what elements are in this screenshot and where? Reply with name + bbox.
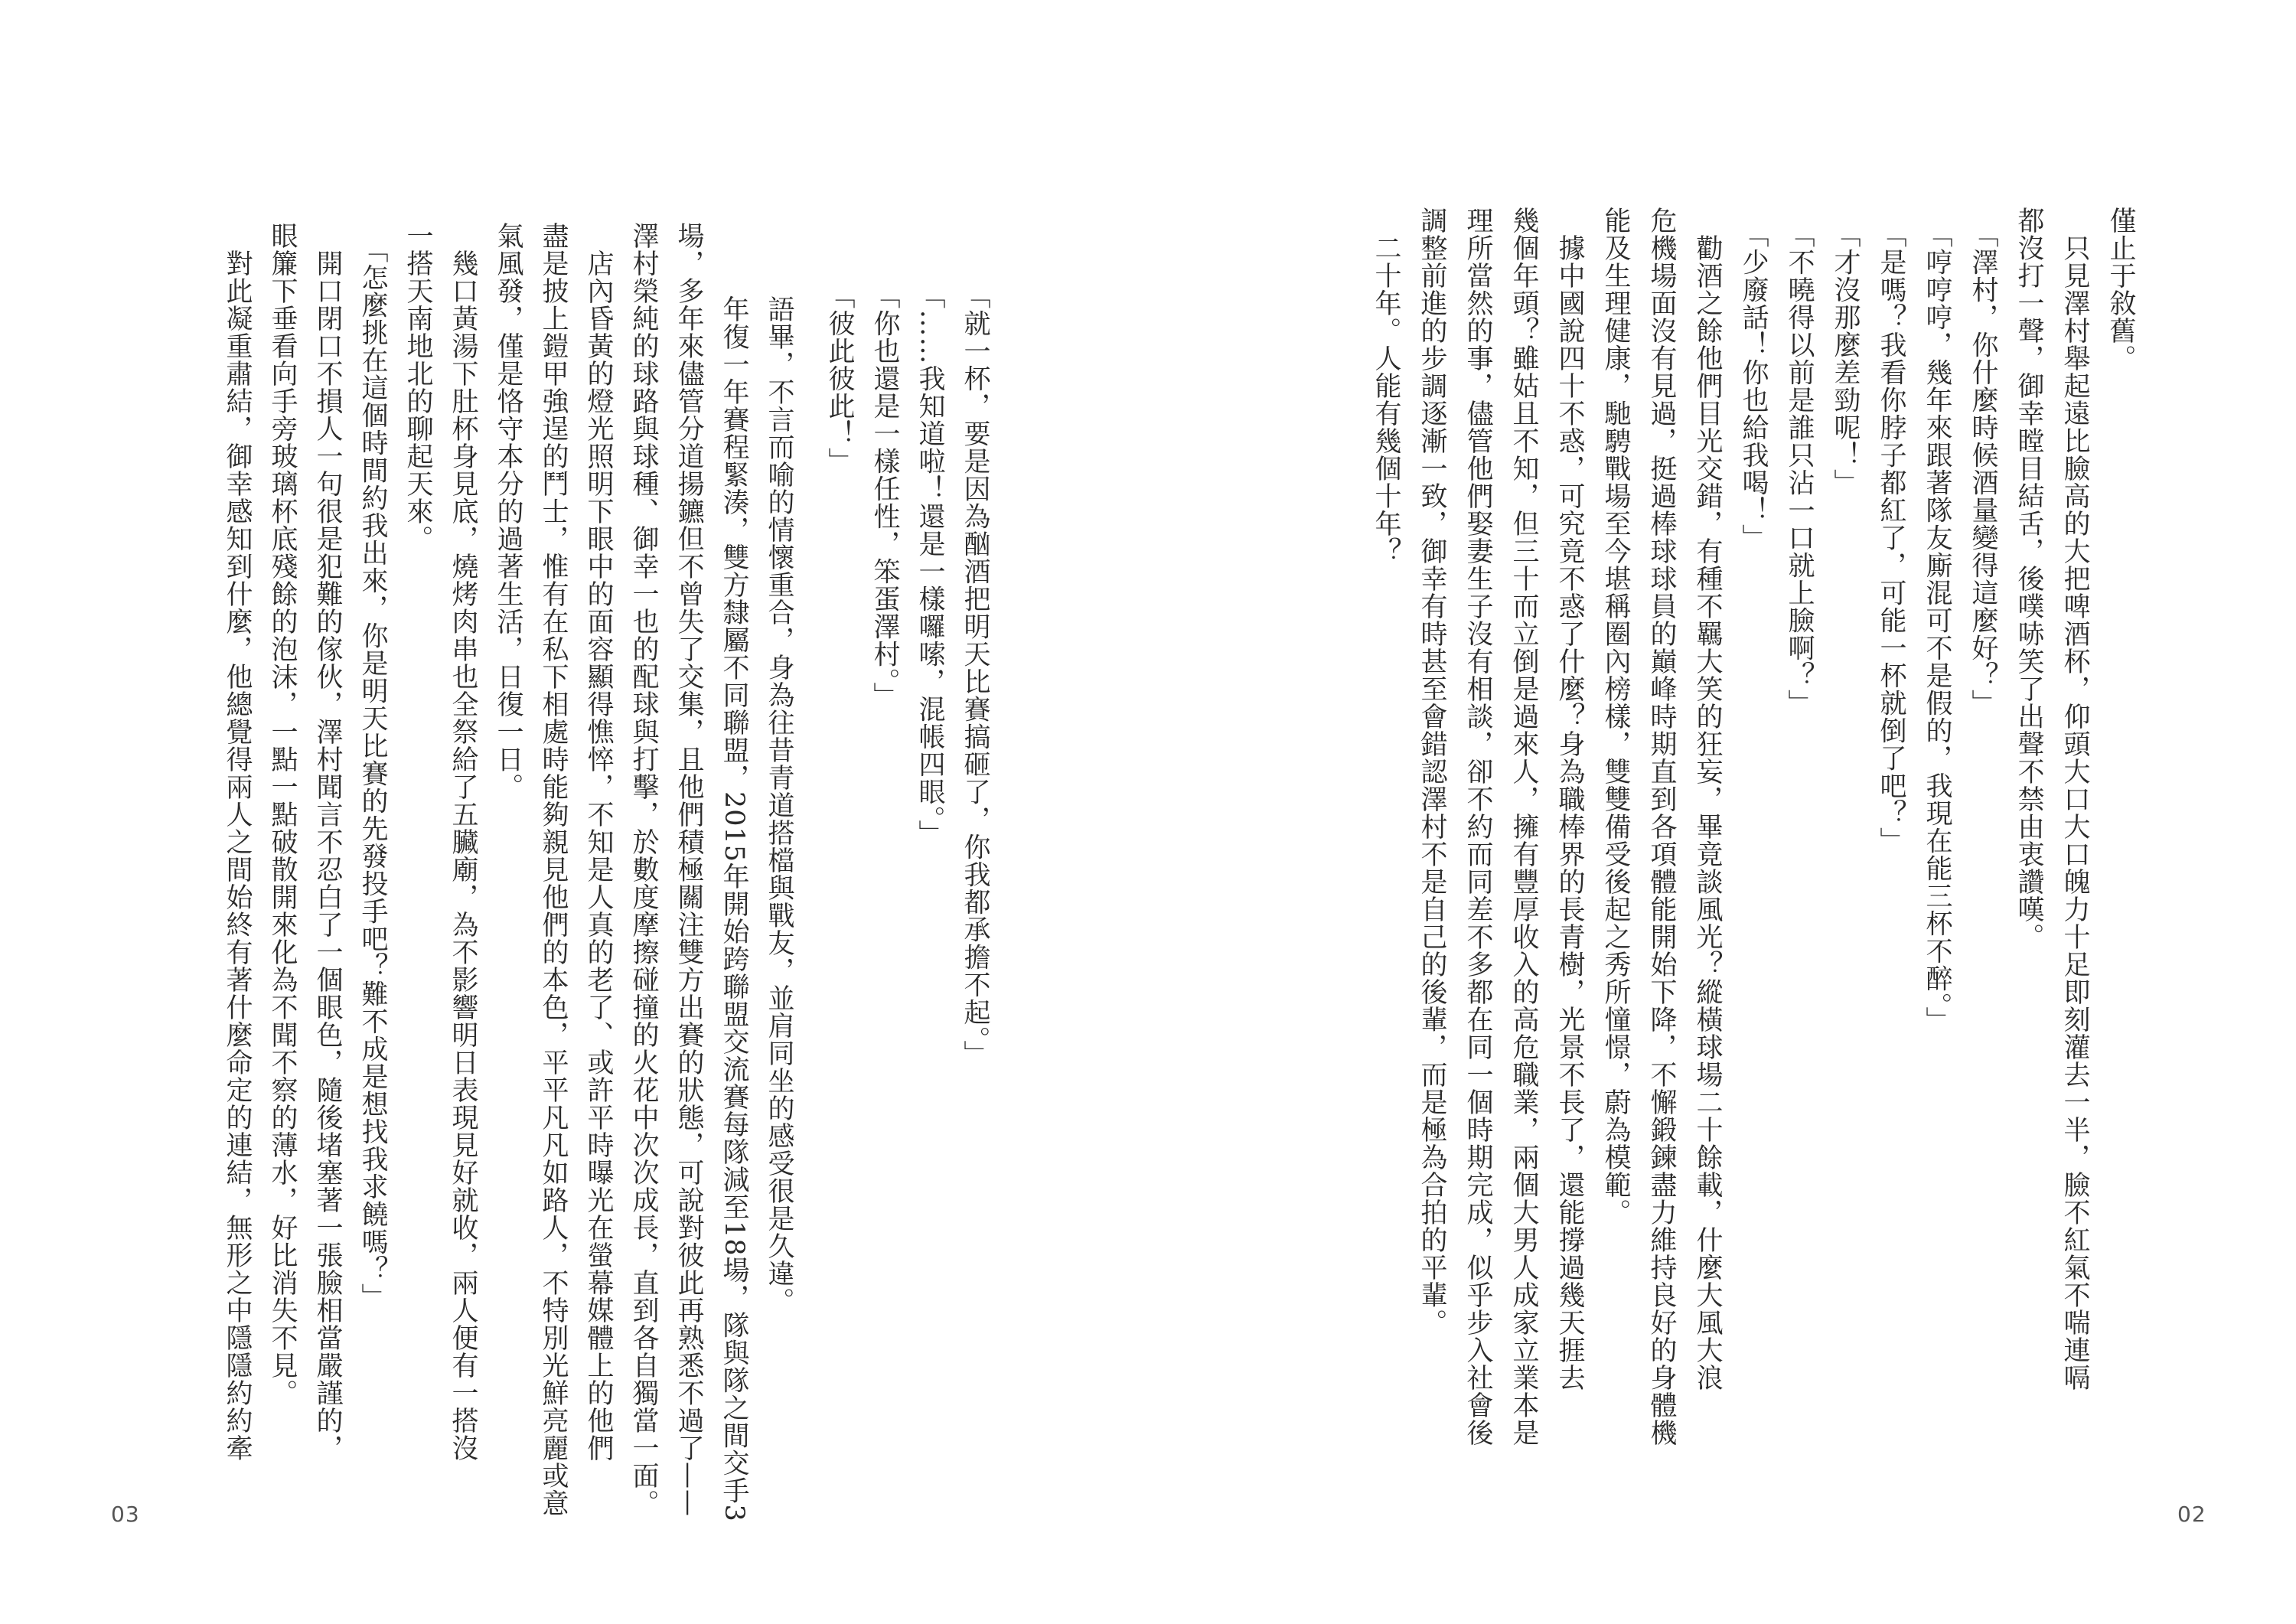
text-column: 「哼哼哼，幾年來跟著隊友廝混可不是假的，我現在能三杯不醉。」 [1922, 207, 1952, 1034]
text-column: 對此凝重肅結，御幸感知到什麼，他總覺得兩人之間始終有著什麼命定的連結，無形之中隱隱約約牽 [222, 222, 253, 1462]
text-column: 幾口黃湯下肚杯身見底，燒烤肉串也全祭給了五臟廟，為不影響明日表現見好就收，兩人便有一搭沒 [448, 222, 478, 1462]
text-column: 調整前進的步調逐漸一致，御幸有時甚至會錯認澤村不是自己的後輩，而是極為合拍的平輩。 [1417, 207, 1447, 1336]
text-column: 店內昏黃的燈光照明下眼中的面容顯得憔悴，不知是人真的老了、或許平時曝光在螢幕媒體上的他們 [583, 222, 614, 1462]
text-column: 據中國說四十不惑，可究竟不惑了什麼？身為職棒界的長青樹，光景不長了，還能撐過幾天捱去 [1554, 207, 1585, 1391]
text-column: 眼簾下垂看向手旁玻璃杯底殘餘的泡沫，一點一點破散開來化為不聞不察的薄水，好比消失不見。 [267, 222, 298, 1407]
text-column: 「是嗎？我看你脖子都紅了，可能一杯就倒了吧？」 [1876, 207, 1906, 855]
text-column: 理所當然的事，儘管他們娶妻生子沒有相談，卻不約而同差不多都在同一個時期完成，似乎步入社會後 [1463, 207, 1493, 1446]
text-column: 能及生理健康，馳騁戰場至今堪稱圈內榜樣，雙雙備受後起之秀所憧憬，蔚為模範。 [1600, 207, 1631, 1226]
text-column: 「……我知道啦！還是一樣囉嗦，混帳四眼。」 [915, 268, 945, 847]
text-column: 幾個年頭？雖姑且不知，但三十而立倒是過來人，擁有豐厚收入的高危職業，兩個大男人成家立業本是 [1508, 207, 1539, 1446]
text-column: 「才沒那麼差勁呢！」 [1830, 207, 1861, 497]
right-page [1148, 0, 2296, 1624]
text-column: 只見澤村舉起遠比臉高的大把啤酒杯，仰頭大口大口魄力十足即刻灌去一半，臉不紅氣不喘連嗝 [2060, 207, 2090, 1391]
text-column: 氣風發，僅是恪守本分的過著生活，日復一日。 [493, 222, 523, 801]
text-column: 一搭天南地北的聊起天來。 [403, 222, 433, 553]
text-column: 勸酒之餘他們目光交錯，有種不羈大笑的狂妄，畢竟談風光？縱橫球場二十餘載，什麼大風大浪 [1692, 207, 1723, 1391]
page-number: 03 [111, 1502, 140, 1527]
page-number: 02 [2177, 1502, 2206, 1527]
text-column: 危機場面沒有見過，挺過棒球球員的巔峰時期直到各項體能開始下降，不懈鍛鍊盡力維持良好的身體機 [1646, 207, 1677, 1446]
text-column: 「不曉得以前是誰只沾一口就上臉啊？」 [1784, 207, 1815, 717]
text-column: 都沒打一聲，御幸瞠目結舌，後噗哧笑了出聲不禁由衷讚嘆。 [2014, 207, 2044, 951]
text-column: 「就一杯，要是因為酗酒把明天比賽搞砸了，你我都承擔不起。」 [960, 268, 990, 1068]
text-column: 場，多年來儘管分道揚鑣但不曾失了交集，且他們積極關注雙方出賽的狀態，可說對彼此再熟悉不過了—— [673, 222, 704, 1517]
text-column: 二十年。人能有幾個十年？ [1371, 207, 1401, 565]
text-column: 「你也還是一樣任性，笨蛋澤村。」 [869, 268, 900, 709]
text-column: 僅止于敘舊。 [2105, 207, 2136, 372]
text-column: 年復一年賽程緊湊，雙方隸屬不同聯盟，2015年開始跨聯盟交流賽每隊減至18場，隊與隊之間交手3 [719, 268, 749, 1522]
text-column: 盡是披上鎧甲強逞的鬥士，惟有在私下相處時能夠親見他們的本色，平平凡凡如路人，不特別光鮮亮麗或意 [538, 222, 569, 1517]
text-column: 語畢，不言而喻的情懷重合，身為往昔青道搭檔與戰友，並肩同坐的感受很是久違。 [764, 268, 794, 1315]
text-column: 「少廢話！你也給我喝！」 [1738, 207, 1769, 552]
text-column: 「澤村，你什麼時候酒量變得這麼好？」 [1968, 207, 1998, 717]
text-column: 開口閉口不損人一句很是犯難的傢伙，澤村聞言不忍白了一個眼色，隨後堵塞著一張臉相當嚴謹的， [312, 222, 343, 1462]
text-column: 「怎麼挑在這個時間約我出來，你是明天比賽的先發投手吧？難不成是想找我求饒嗎？」 [357, 222, 388, 1311]
text-column: 澤村榮純的球路與球種、御幸一也的配球與打擊，於數度摩擦碰撞的火花中次次成長，直到各自獨當一面。 [628, 222, 659, 1517]
text-column: 「彼此彼此！」 [824, 268, 855, 475]
